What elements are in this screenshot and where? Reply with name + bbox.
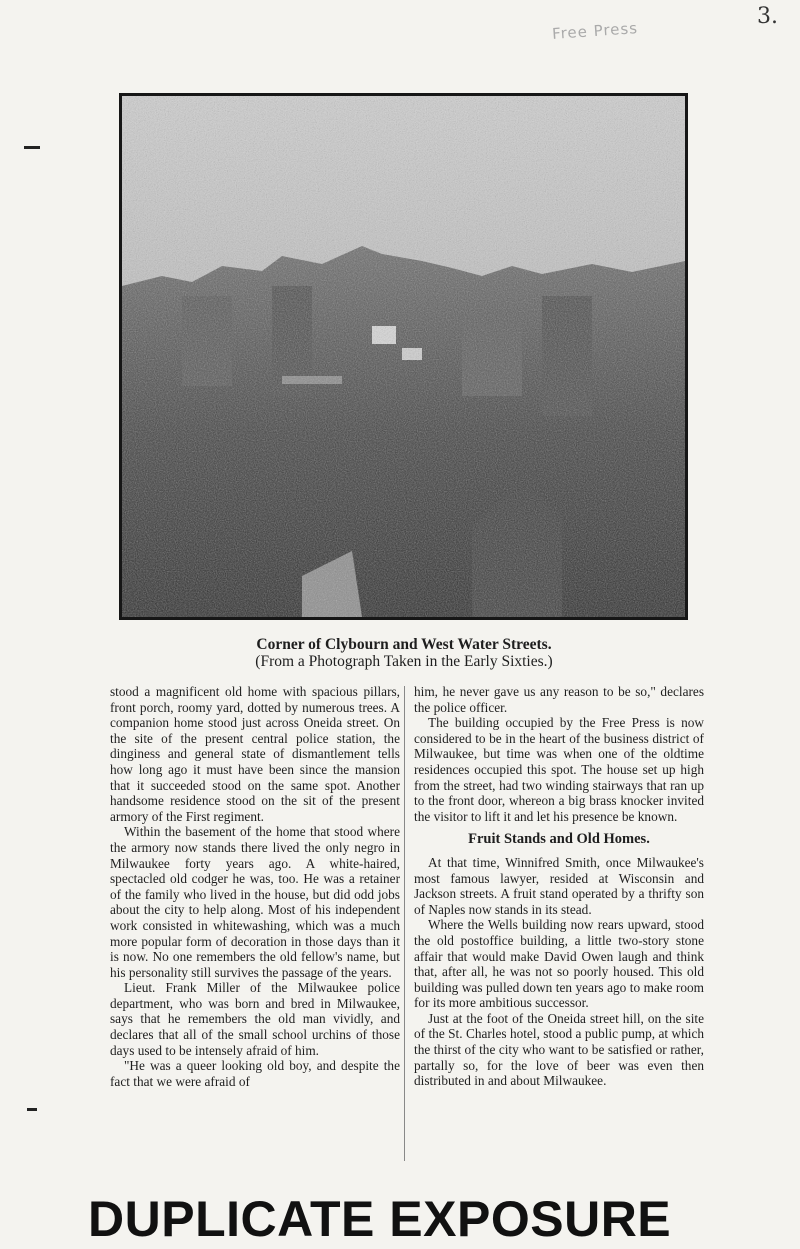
photo-image (122, 96, 685, 617)
archive-stamp: Free Press (551, 19, 639, 43)
paragraph: "He was a queer looking old boy, and despite the fact that we were afraid of (110, 1058, 400, 1089)
paragraph: At that time, Winnifred Smith, once Milwaukee's most famous lawyer, resided at Wisconsin and Jackson streets. A fruit stand operated by a thrifty son of Naples now stands in its stead. (414, 854, 704, 917)
page-number: 3. (757, 4, 778, 29)
column-divider (404, 686, 405, 1161)
article-right-column (414, 684, 704, 1089)
paragraph: him, he never gave us any reason to be so," declares the police officer. (414, 684, 704, 715)
margin-mark-bottom (27, 1108, 37, 1111)
article-left-column (110, 684, 400, 1089)
paragraph: Where the Wells building now rears upward, stood the old postoffice building, a little two-story stone affair that would make David Owen laugh and think that, after all, he was not so poorly housed. This old building was pulled down ten years ago to make room for its more ambitious successor. (414, 917, 704, 1011)
paragraph: Within the basement of the home that stood where the armory now stands there lived the only negro in Milwaukee forty years ago. A white-haired, spectacled old codger he was, too. He was a retainer of the family who lived in the house, but did odd jobs about the city to help along. Most of his independent work consisted in whitewashing, which was a much more popular form of decoration in those days than it is now. No one remembers the old fellow's name, but his personality still survives the passage of the years. (110, 824, 400, 980)
photo-caption-title: Corner of Clybourn and West Water Streets. (256, 636, 552, 653)
paragraph: Lieut. Frank Miller of the Milwaukee police department, who was born and bred in Milwaukee, says that he remembers the old man vividly, and declares that all of the small school urchins of those days used to be intensely afraid of him. (110, 980, 400, 1058)
historic-photo (119, 93, 688, 620)
margin-mark-top (24, 146, 40, 149)
paragraph: stood a magnificent old home with spacious pillars, front porch, roomy yard, dotted by numerous trees. A companion home stood just across Oneida street. On the site of the present central police station, the dinginess and general state of dismantlement tells how long ago it must have been since the mansion that it succeeded stood on the same spot. Another handsome residence stood on the sit of the present armory of the First regiment. (110, 684, 400, 824)
section-subheading: Fruit Stands and Old Homes. (468, 831, 650, 848)
photo-caption-subtitle: (From a Photograph Taken in the Early Sixties.) (255, 653, 553, 670)
duplicate-exposure-stamp: DUPLICATE EXPOSURE (88, 1191, 672, 1247)
paragraph: Just at the foot of the Oneida street hill, on the site of the St. Charles hotel, stood a public pump, at which the thirst of the city who want to be satisfied or rather, partally so, for the love of beer was even then distributed in and about Milwaukee. (414, 1010, 704, 1089)
paragraph: The building occupied by the Free Press is now considered to be in the heart of the business district of Milwaukee, but time was when one of the oldtime residences occupied this spot. The house set up high from the street, had two winding stairways that ran up to the front door, whereon a big brass knocker invited the visitor to lift it and let his presence be known. (414, 715, 704, 824)
